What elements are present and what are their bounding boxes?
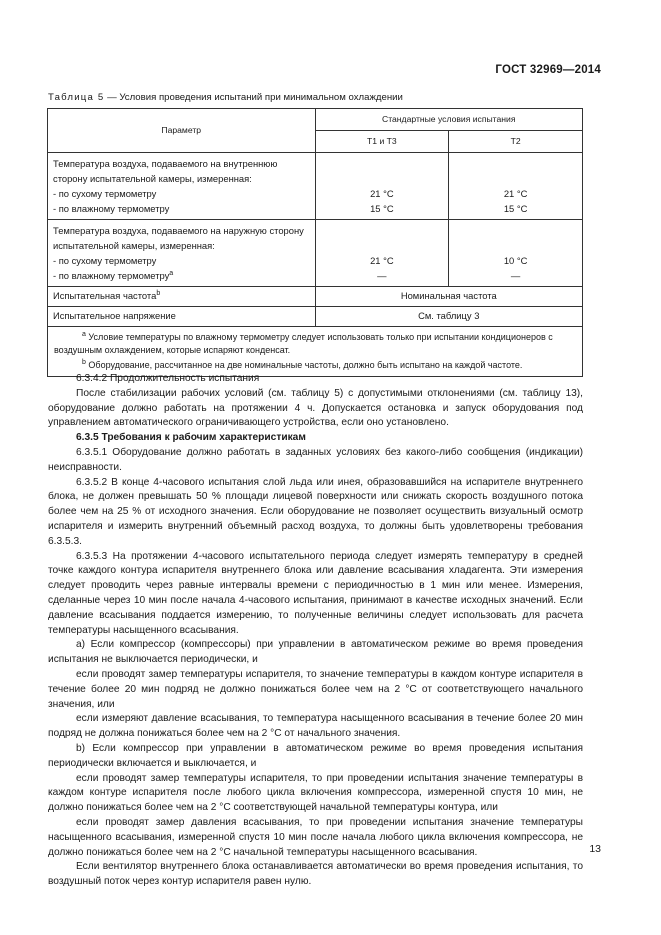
paragraph: если проводят замер температуры испарителя, то значение температуры в каждом контуре испарителя в течение более 20 мин подряд не должно понижаться более чем на 2 °С от соответствующего начального значения, или (48, 668, 583, 710)
paragraph: 6.3.4.2 Продолжительность испытания (76, 373, 260, 384)
footnote-a (54, 331, 576, 357)
voltage-value: См. таблицу 3 (315, 307, 583, 327)
frequency-value: Номинальная частота (315, 287, 583, 307)
value-cell: — (510, 270, 521, 281)
table-row (48, 220, 583, 287)
row-label (53, 268, 310, 283)
row-label: - по сухому термометру (53, 255, 157, 266)
table-row (48, 287, 583, 307)
table-caption (48, 92, 403, 103)
value-cell: 21 °С (370, 188, 394, 199)
footnote-b (54, 359, 576, 372)
value-cell: 21 °С (370, 255, 394, 266)
paragraph: 6.3.5.2 В конце 4-часового испытания слой льда или инея, образовавшийся на испарителе внутреннего блока, не должен превышать 50 % площади лицевой поверхности или снижать скорость воздушного потока более чем на 25 % от исходного значения. Если оборудование не позволяет осуществить визуальный осмотр испарителя и измерить внутренний объемный расход воздуха, то должны быть удовлетворены требования 6.3.5.3. (48, 476, 583, 547)
table-row (48, 153, 583, 220)
page-number: 13 (589, 843, 601, 855)
value-cell: 10 °С (503, 255, 528, 266)
footnote-mark: b (82, 359, 86, 366)
header-t2: Т2 (449, 131, 583, 153)
paragraph: b) Если компрессор при управлении в автоматическом режиме во время проведения испытания периодически включается и выключается, и (48, 742, 583, 769)
header-standard-conditions: Стандартные условия испытания (315, 109, 583, 131)
paragraph: а) Если компрессор (компрессоры) при управлении в автоматическом режиме во время проведения испытания не выключается периодически, и (48, 639, 583, 666)
paragraph: если проводят замер давления всасывания, то при проведении испытания значение температуры насыщенного всасывания, измеренной спустя 10 мин после начала любого цикла включения компрессора, не должно понижаться более чем на 2 °С начальной температуры насыщенного всасывания. (48, 816, 583, 858)
header-t1-t3: Т1 и Т3 (315, 131, 449, 153)
footnote-a-text: Условие температуры по влажному термометру следует использовать только при испытании кондиционеров с воздушным охлаждением, которые испаряют конденсат. (54, 332, 553, 355)
voltage-label: Испытательное напряжение (48, 307, 316, 327)
value-cell: 15 °С (370, 203, 394, 214)
footnote-mark: b (156, 290, 161, 297)
row-label-text: - по влажному термометру (53, 270, 170, 281)
conditions-table (47, 108, 583, 377)
row-label: - по сухому термометру (53, 188, 157, 199)
document-code: ГОСТ 32969—2014 (495, 64, 601, 76)
value-cell: — (377, 270, 387, 281)
footnote-mark: a (169, 270, 174, 277)
paragraph: Если вентилятор внутреннего блока останавливается автоматически во время проведения испытания, то воздушный поток через контур испарителя равен нулю. (48, 861, 583, 888)
table-row (48, 307, 583, 327)
table-notes-row (48, 327, 583, 377)
table-caption-label: Таблица 5 (48, 92, 105, 103)
footnote-mark: а (82, 331, 86, 338)
paragraph: если измеряют давление всасывания, то температура насыщенного всасывания в течение более 20 мин подряд не должна понижаться более чем на 2 °С от начального значения. (48, 713, 583, 740)
footnote-b-text: Оборудование, рассчитанное на две номинальные частоты, должно быть испытано на каждой частоте. (88, 360, 523, 370)
paragraph: 6.3.5.1 Оборудование должно работать в заданных условиях без какого-либо сообщения (индикации) неисправности. (48, 446, 583, 473)
group-title: Температура воздуха, подаваемого на внутреннюю сторону испытательной камеры, измеренная: (53, 158, 278, 184)
paragraph: После стабилизации рабочих условий (см. таблицу 5) с допустимыми отклонениями (см. таблицу 13), оборудование должно работать на протяжении 4 ч. Допускается остановка и запуск оборудования под управлением автоматического ограничивающего устройства, если оно установлено. (48, 387, 583, 429)
row-label: - по влажному термометру (53, 203, 170, 214)
body-text (48, 372, 583, 890)
paragraph: 6.3.5.3 На протяжении 4-часового испытательного периода следует измерять температуру в средней точке каждого контура испарителя внутреннего блока или давление всасывания хладагента. Эти измерения следует проводить через равные интервалы времени с периодичностью в 1 мин или менее. Измерения, сделанные через 10 мин после начала 4-часового испытания, принимают в качестве исходных значений. Если давление всасывания поддается измерению, то полученные величины следует использовать для расчета температуры насыщенного всасывания. (48, 550, 583, 636)
section-heading: 6.3.5 Требования к рабочим характеристикам (76, 432, 306, 444)
header-parameter: Параметр (48, 109, 316, 153)
group-title: Температура воздуха, подаваемого на наружную сторону испытательной камеры, измеренная: (53, 225, 304, 251)
paragraph: если проводят замер температуры испарителя, то при проведении испытания значение температуры в каждом контуре испарителя после любого цикла включения компрессора, измеренной спустя 10 мин, не должно понижаться более чем на 2 °С соответствующей начальной температуры контура, или (48, 772, 583, 814)
value-cell: 15 °С (503, 203, 528, 214)
table-caption-text: — Условия проведения испытаний при минимальном охлаждении (104, 92, 403, 103)
value-cell: 21 °С (503, 188, 528, 199)
frequency-label: Испытательная частота (53, 290, 157, 301)
